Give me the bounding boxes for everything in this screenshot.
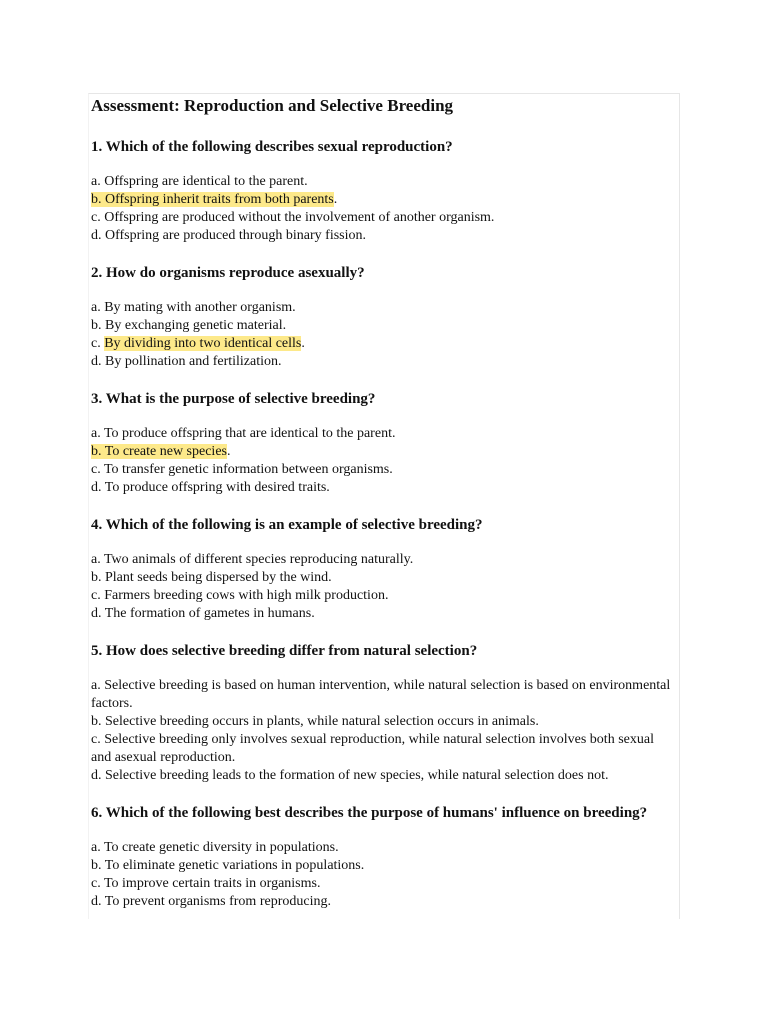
document-page (88, 93, 680, 919)
answer-options (91, 677, 675, 785)
option-text: a. To produce offspring that are identical to the parent. (91, 426, 396, 441)
answer-option (91, 551, 675, 569)
answer-option (91, 731, 675, 767)
answer-option (91, 191, 675, 209)
question-text: 3. What is the purpose of selective breeding? (91, 391, 376, 407)
highlighted-answer: b. To create new species (91, 444, 227, 459)
option-text: c. To transfer genetic information between organisms. (91, 462, 393, 477)
answer-option (91, 569, 675, 587)
option-text: c. Offspring are produced without the involvement of another organism. (91, 210, 495, 225)
answer-option (91, 479, 675, 497)
answer-options (91, 299, 675, 371)
option-text: a. Two animals of different species reproducing naturally. (91, 552, 414, 567)
question-text: 1. Which of the following describes sexual reproduction? (91, 139, 453, 155)
question-block (91, 803, 675, 911)
option-prefix: c. (91, 336, 105, 351)
answer-option (91, 605, 675, 623)
answer-option (91, 461, 675, 479)
option-tail: . (301, 336, 305, 351)
option-text: b. Selective breeding occurs in plants, while natural selection occurs in animals. (91, 714, 539, 729)
question-text: 2. How do organisms reproduce asexually? (91, 265, 365, 281)
question-block (91, 641, 675, 785)
highlighted-answer: b. Offspring inherit traits from both parents (91, 192, 334, 207)
answer-option (91, 767, 675, 785)
answer-option (91, 875, 675, 893)
highlighted-answer: By dividing into two identical cells (104, 336, 302, 351)
document-content (91, 94, 675, 911)
answer-option (91, 335, 675, 353)
option-tail: . (226, 444, 231, 459)
answer-option (91, 587, 675, 605)
answer-option (91, 317, 675, 335)
option-text: d. Offspring are produced through binary fission. (91, 228, 367, 243)
answer-option (91, 299, 675, 317)
answer-option (91, 893, 675, 911)
answer-option (91, 209, 675, 227)
question-block (91, 515, 675, 623)
answer-options (91, 173, 675, 245)
answer-option (91, 173, 675, 191)
question-block (91, 389, 675, 497)
option-text: c. Selective breeding only involves sexual reproduction, while natural selection involves both sexual and asexual reproduction. (91, 732, 654, 765)
answer-options (91, 551, 675, 623)
answer-option (91, 425, 675, 443)
answer-option (91, 227, 675, 245)
answer-option (91, 443, 675, 461)
option-text: a. To create genetic diversity in populations. (91, 840, 339, 855)
option-text: b. By exchanging genetic material. (91, 318, 287, 333)
option-text: c. To improve certain traits in organisms. (91, 876, 321, 891)
option-text: d. To prevent organisms from reproducing. (91, 894, 331, 909)
option-text: a. By mating with another organism. (91, 300, 296, 315)
question-text: 6. Which of the following best describes the purpose of humans' influence on breeding? (91, 805, 648, 821)
answer-option (91, 857, 675, 875)
answer-option (91, 677, 675, 713)
option-text: d. Selective breeding leads to the formation of new species, while natural selection does not. (91, 768, 609, 783)
option-text: c. Farmers breeding cows with high milk production. (91, 588, 389, 603)
answer-option (91, 839, 675, 857)
document-title: Assessment: Reproduction and Selective Breeding (91, 96, 454, 115)
option-text: a. Offspring are identical to the parent. (91, 174, 308, 189)
option-tail: . (333, 192, 338, 207)
question-text: 4. Which of the following is an example of selective breeding? (91, 517, 483, 533)
answer-option (91, 353, 675, 371)
question-list (91, 137, 675, 911)
question-text: 5. How does selective breeding differ from natural selection? (91, 643, 478, 659)
option-text: b. Plant seeds being dispersed by the wind. (91, 570, 332, 585)
option-text: d. The formation of gametes in humans. (91, 606, 315, 621)
question-block (91, 263, 675, 371)
answer-options (91, 839, 675, 911)
question-block (91, 137, 675, 245)
option-text: d. To produce offspring with desired traits. (91, 480, 330, 495)
option-text: a. Selective breeding is based on human intervention, while natural selection is based on environmental factors. (91, 678, 671, 711)
option-text: d. By pollination and fertilization. (91, 354, 282, 369)
answer-option (91, 713, 675, 731)
option-text: b. To eliminate genetic variations in populations. (91, 858, 365, 873)
answer-options (91, 425, 675, 497)
